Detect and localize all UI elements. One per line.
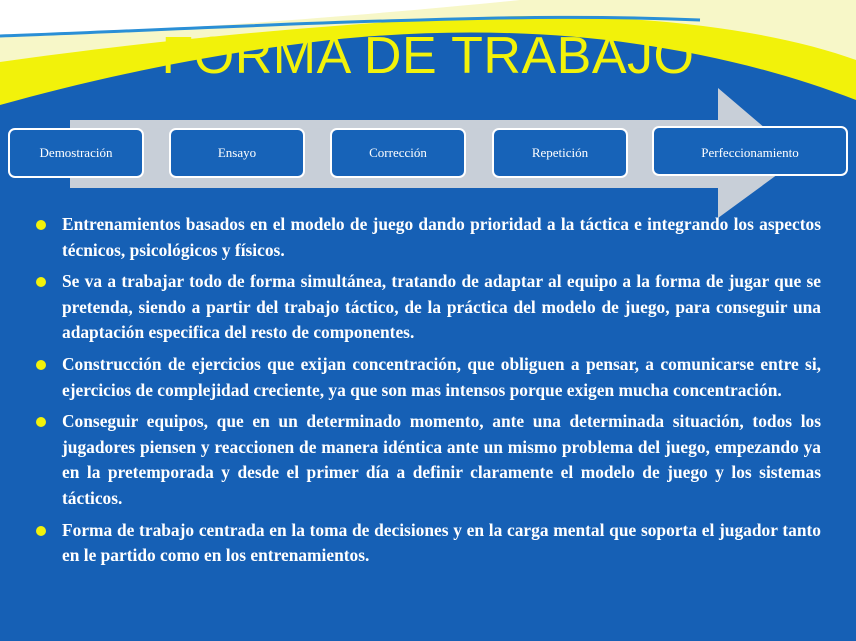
step-label: Demostración: [39, 145, 113, 160]
slide-title: FORMA DE TRABAJO: [161, 27, 695, 85]
step-demostracion: [8, 128, 144, 178]
step-label: Perfeccionamiento: [701, 145, 799, 160]
bullet-text: Forma de trabajo centrada en la toma de decisiones y en la carga mental que soporta el jugador tanto en le partido como en los entrenamientos.: [62, 519, 821, 566]
bullet-item: [36, 269, 821, 346]
bullet-item: [36, 518, 821, 569]
bullet-item: [36, 212, 821, 263]
bullet-item: [36, 352, 821, 403]
bullet-dot-icon: [36, 220, 46, 230]
bullet-text: Conseguir equipos, que en un determinado momento, ante una determinada situación, todos los jugadores piensen y reaccionen de manera idéntica ante un mismo problema del juego, empezando ya en la pretemporada y desde el primer día a definir claramente el modelo de juego y los sistemas tácticos.: [62, 411, 821, 508]
step-label: Corrección: [369, 145, 427, 160]
step-perfeccionamiento: [652, 126, 848, 176]
bullet-text: Se va a trabajar todo de forma simultánea, tratando de adaptar al equipo a la forma de jugar que se pretenda, siendo a partir del trabajo táctico, de la práctica del modelo de juego, para conseguir una adaptación especifica del resto de componentes.: [62, 271, 821, 343]
step-repeticion: [492, 128, 628, 178]
bullet-dot-icon: [36, 277, 46, 287]
bullet-text: Entrenamientos basados en el modelo de juego dando prioridad a la táctica e integrando los aspectos técnicos, psicológicos y físicos.: [62, 214, 821, 260]
bullet-text: Construcción de ejercicios que exijan concentración, que obliguen a pensar, a comunicarse entre si, ejercicios de complejidad creciente, ya que son mas intensos porque exigen mucha concentración.: [62, 353, 821, 400]
bullet-dot-icon: [36, 526, 46, 536]
bullet-item: [36, 409, 821, 511]
bullet-dot-icon: [36, 360, 46, 370]
bullet-list: [36, 212, 821, 575]
step-ensayo: [169, 128, 305, 178]
step-correccion: [330, 128, 466, 178]
step-label: Repetición: [531, 145, 589, 160]
process-arrow: [0, 0, 856, 230]
bullet-dot-icon: [36, 417, 46, 427]
step-label: Ensayo: [217, 145, 257, 160]
